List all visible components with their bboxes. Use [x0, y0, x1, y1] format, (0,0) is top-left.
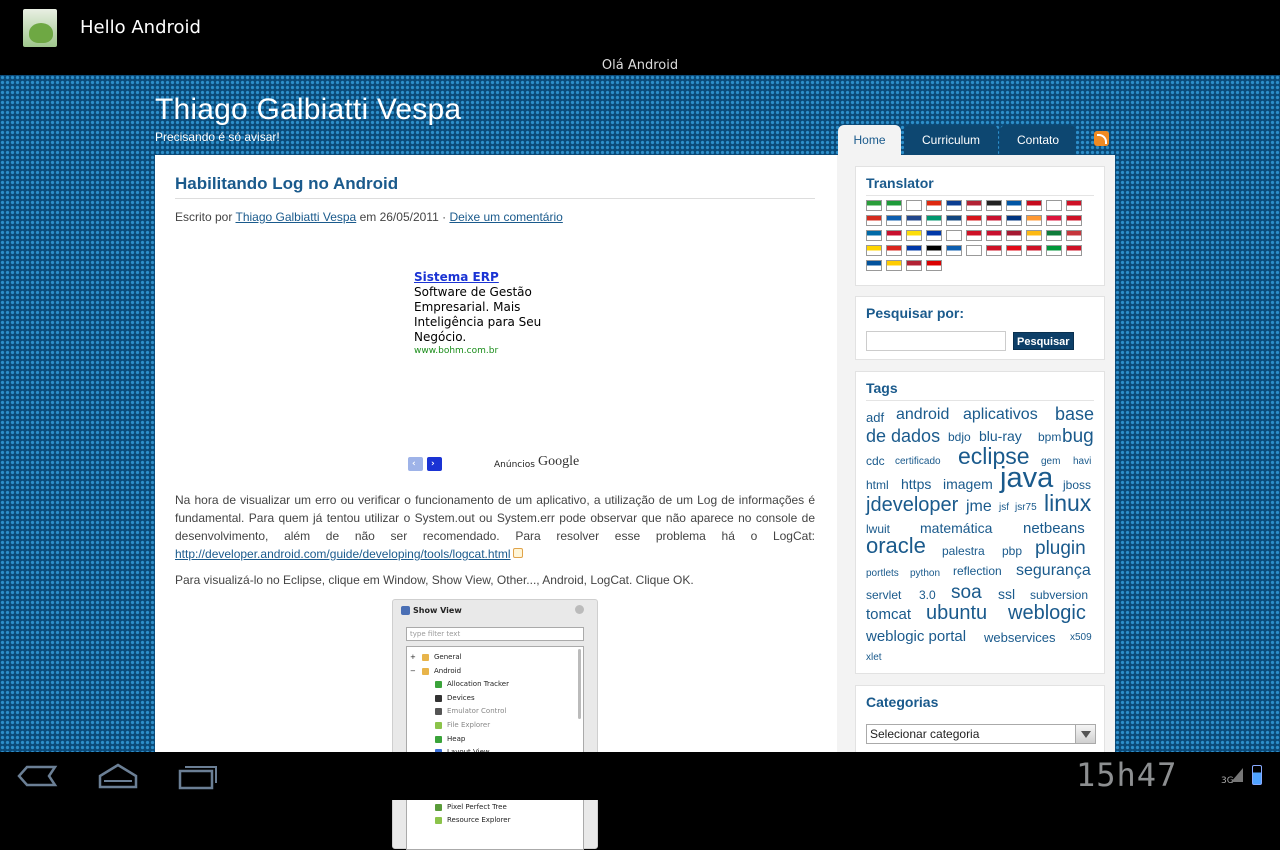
view-icon: [435, 804, 442, 811]
flag-icon[interactable]: [926, 230, 942, 241]
tag-link[interactable]: adf: [866, 410, 885, 425]
ad-label[interactable]: Anúncios: [494, 460, 535, 470]
flag-icon[interactable]: [886, 245, 902, 256]
tags-widget: [855, 371, 1105, 674]
tree-item-label: Resource Explorer: [447, 816, 511, 825]
comment-link[interactable]: Deixe um comentário: [449, 210, 563, 224]
tree-item: [407, 651, 577, 664]
system-bar: [0, 752, 1280, 800]
post-meta: [175, 210, 563, 224]
tag-link[interactable]: de dados: [866, 426, 941, 446]
tag-link[interactable]: ssl: [998, 586, 1016, 602]
flag-icon[interactable]: [906, 215, 922, 226]
ad-title[interactable]: Sistema ERP: [414, 270, 499, 284]
tag-link[interactable]: bdjo: [948, 430, 971, 444]
chevron-left-icon: ‹: [412, 459, 416, 469]
tag-link[interactable]: https: [901, 476, 932, 492]
search-title: Pesquisar por:: [866, 305, 965, 321]
tag-link[interactable]: 3.0: [919, 588, 936, 602]
tag-link[interactable]: jme: [966, 498, 992, 515]
back-icon[interactable]: [15, 762, 59, 790]
folder-icon: [422, 668, 429, 675]
tree-toggle-icon: +: [410, 653, 416, 661]
tree-item: [407, 665, 577, 678]
ad-block[interactable]: [414, 270, 604, 356]
flag-icon[interactable]: [926, 245, 942, 256]
recent-apps-icon[interactable]: [176, 762, 220, 790]
flag-icon[interactable]: [906, 200, 922, 211]
view-icon: [435, 817, 442, 824]
flag-icon[interactable]: [986, 230, 1002, 241]
tree-item: [407, 719, 577, 732]
post-paragraph-2: Para visualizá-lo no Eclipse, clique em Window, Show View, Other..., Android, LogCat. Clique OK.: [175, 573, 694, 587]
tag-link[interactable]: portlets: [866, 568, 899, 579]
tree-scrollbar: [578, 649, 581, 719]
close-icon: [575, 605, 584, 614]
flag-icon[interactable]: [1026, 200, 1042, 211]
post-paragraph-1: [175, 491, 815, 563]
view-icon: [435, 708, 442, 715]
paragraph-text: Na hora de visualizar um erro ou verificar o funcionamento de um aplicativo, a utilização de um Log de informações é fundamental. Para quem já tentou utilizar o System.out ou System.err pode observar que não aparece no console de desenvolvimento, além de não ser recomendado. Para resolver esse problema há o LogCat:: [175, 493, 815, 543]
flag-icon[interactable]: [986, 200, 1002, 211]
ad-line: Negócio.: [414, 330, 467, 344]
post-title-divider: [175, 198, 815, 199]
ad-text: [414, 285, 604, 345]
android-app-icon[interactable]: [23, 9, 57, 47]
widget-divider: [866, 195, 1094, 196]
tag-link[interactable]: havi: [1073, 456, 1092, 467]
ad-line: Empresarial. Mais: [414, 300, 521, 314]
meta-prefix: Escrito por: [175, 210, 233, 224]
tag-link[interactable]: segurança: [1016, 562, 1091, 579]
translator-widget: [855, 166, 1105, 286]
flag-icon[interactable]: [966, 215, 982, 226]
flag-icon[interactable]: [1046, 230, 1062, 241]
flag-icon[interactable]: [1066, 200, 1082, 211]
tag-link[interactable]: palestra: [942, 544, 985, 558]
widget-divider: [866, 400, 1094, 401]
tag-link[interactable]: imagem: [943, 476, 993, 492]
tag-link[interactable]: plugin: [1035, 538, 1086, 559]
flag-icon[interactable]: [966, 245, 982, 256]
blog-title[interactable]: Thiago Galbiatti Vespa: [155, 93, 462, 126]
tag-link[interactable]: android: [896, 406, 950, 423]
flag-icon[interactable]: [886, 200, 902, 211]
tree-toggle-icon: −: [410, 666, 416, 675]
blog-tagline: Precisando é só avisar!: [155, 130, 280, 144]
search-button[interactable]: Pesquisar: [1013, 332, 1074, 350]
tag-link[interactable]: jsf: [999, 502, 1009, 513]
categories-title: Categorias: [866, 694, 939, 710]
flag-icon[interactable]: [866, 230, 882, 241]
flag-icon[interactable]: [926, 215, 942, 226]
flag-icon[interactable]: [946, 215, 962, 226]
category-select[interactable]: [866, 724, 1096, 744]
flag-icon[interactable]: [946, 230, 962, 241]
tree-item: [407, 692, 577, 705]
flag-icon[interactable]: [906, 245, 922, 256]
tag-link[interactable]: netbeans: [1023, 520, 1085, 537]
tag-link[interactable]: python: [910, 568, 941, 579]
translator-title: Translator: [866, 175, 934, 191]
flag-icon[interactable]: [1066, 245, 1082, 256]
google-logo[interactable]: Google: [538, 454, 580, 469]
show-view-title-text: Show View: [413, 606, 462, 615]
chevron-right-icon: ›: [431, 459, 435, 469]
flag-icon[interactable]: [1046, 200, 1062, 211]
eclipse-view-icon: [401, 606, 410, 615]
flag-icon[interactable]: [1046, 215, 1062, 226]
tag-link[interactable]: matemática: [920, 520, 993, 536]
tag-link[interactable]: pbp: [1002, 544, 1023, 558]
nav-tab-home[interactable]: Home: [838, 125, 901, 155]
flag-icon[interactable]: [1046, 245, 1062, 256]
flag-icon[interactable]: [906, 260, 922, 271]
meta-date: em 26/05/2011 ·: [359, 210, 447, 224]
tag-link[interactable]: weblogic portal: [866, 628, 967, 645]
flag-icon[interactable]: [886, 260, 902, 271]
tree-item: [407, 678, 577, 691]
tag-link[interactable]: jsr75: [1015, 502, 1037, 513]
tree-item-label: File Explorer: [447, 721, 491, 729]
network-type: 3G: [1221, 776, 1234, 786]
tree-item-label: Devices: [447, 693, 475, 702]
flag-icon[interactable]: [1006, 230, 1022, 241]
tag-link[interactable]: base: [1055, 404, 1095, 424]
flag-icon[interactable]: [1006, 245, 1022, 256]
folder-icon: [422, 654, 429, 661]
clock[interactable]: 15h47: [1076, 756, 1178, 794]
tag-link[interactable]: xlet: [866, 652, 882, 663]
battery-icon: [1252, 765, 1262, 785]
flag-icon[interactable]: [866, 215, 882, 226]
search-input[interactable]: [866, 331, 1006, 351]
tag-link[interactable]: linux: [1044, 490, 1092, 516]
flag-icon[interactable]: [1006, 200, 1022, 211]
tag-link[interactable]: bpm: [1038, 430, 1062, 444]
flag-icon[interactable]: [1066, 215, 1082, 226]
logcat-doc-link[interactable]: http://developer.android.com/guide/developing/tools/logcat.html: [175, 547, 511, 561]
nav-tab-contato[interactable]: Contato: [1000, 125, 1076, 155]
content-container: [155, 155, 1115, 825]
show-view-screenshot: [392, 599, 598, 849]
tag-link[interactable]: weblogic: [1008, 602, 1086, 624]
tag-link[interactable]: cdc: [866, 454, 885, 468]
tree-item-label: Android: [434, 666, 462, 675]
flag-icon[interactable]: [866, 260, 882, 271]
tag-link[interactable]: soa: [951, 582, 982, 603]
chevron-down-icon: [1075, 725, 1095, 743]
flag-icon[interactable]: [886, 215, 902, 226]
flag-icon[interactable]: [986, 215, 1002, 226]
tag-link[interactable]: ubuntu: [926, 602, 988, 624]
action-bar: [0, 0, 1280, 57]
tag-link[interactable]: certificado: [895, 456, 941, 467]
rss-icon[interactable]: [1094, 131, 1109, 146]
tag-link[interactable]: jboss: [1063, 478, 1092, 492]
flag-icon[interactable]: [1066, 230, 1082, 241]
category-select-value: Selecionar categoria: [870, 727, 980, 741]
tag-link[interactable]: lwuit: [866, 522, 891, 536]
tree-item: [407, 814, 577, 827]
external-link-icon: [513, 548, 523, 558]
flag-icon[interactable]: [946, 200, 962, 211]
tag-link[interactable]: gem: [1041, 456, 1061, 467]
flag-icon[interactable]: [966, 230, 982, 241]
flag-icon[interactable]: [886, 230, 902, 241]
flag-icon[interactable]: [926, 260, 942, 271]
tag-link[interactable]: jdeveloper: [866, 494, 959, 516]
tag-link[interactable]: html: [866, 478, 889, 492]
flag-icon[interactable]: [906, 230, 922, 241]
post-title[interactable]: Habilitando Log no Android: [175, 174, 399, 193]
tree-item-label: Emulator Control: [447, 707, 507, 716]
tree-item-label: Allocation Tracker: [447, 680, 509, 689]
tag-link[interactable]: subversion: [1030, 588, 1089, 602]
tag-link[interactable]: x509: [1070, 632, 1092, 643]
search-widget: [855, 296, 1105, 360]
tag-link[interactable]: reflection: [953, 564, 1002, 578]
ad-line: Inteligência para Seu: [414, 315, 542, 329]
tree-item: [407, 801, 577, 814]
view-icon: [435, 736, 442, 743]
tag-link[interactable]: tomcat: [866, 606, 912, 623]
tag-link[interactable]: aplicativos: [963, 406, 1038, 423]
view-icon: [435, 695, 442, 702]
signal-icon: [1231, 768, 1243, 782]
tree-item: [407, 705, 577, 718]
flag-icon[interactable]: [1026, 215, 1042, 226]
web-page-title: Olá Android: [0, 57, 1280, 75]
view-icon: [435, 722, 442, 729]
author-link[interactable]: Thiago Galbiatti Vespa: [235, 210, 357, 224]
flag-icon[interactable]: [866, 200, 882, 211]
tag-link[interactable]: servlet: [866, 588, 902, 602]
ad-url[interactable]: www.bohm.com.br: [414, 346, 499, 356]
tags-title: Tags: [866, 380, 898, 396]
flag-icon[interactable]: [926, 200, 942, 211]
flag-icon[interactable]: [966, 200, 982, 211]
tag-link[interactable]: java: [1000, 462, 1054, 494]
ad-line: Software de Gestão: [414, 285, 532, 299]
tree-item-label: Heap: [447, 734, 466, 743]
ad-next-button[interactable]: [427, 457, 442, 471]
tag-link[interactable]: oracle: [866, 533, 926, 558]
post: [155, 155, 837, 825]
tree-item-label: General: [434, 653, 462, 661]
tree-item: [407, 733, 577, 746]
tag-link[interactable]: eclipse: [958, 443, 1030, 469]
filter-field: type filter text: [406, 627, 584, 641]
tag-link[interactable]: bug: [1062, 426, 1094, 447]
flag-icon[interactable]: [946, 245, 962, 256]
tree-item-label: Pixel Perfect Tree: [447, 802, 507, 811]
app-title: Hello Android: [80, 17, 201, 38]
flag-icon[interactable]: [986, 245, 1002, 256]
view-icon: [435, 681, 442, 688]
flag-icon[interactable]: [866, 245, 882, 256]
flag-icon[interactable]: [1026, 245, 1042, 256]
flag-icon[interactable]: [1026, 230, 1042, 241]
flag-icon[interactable]: [1006, 215, 1022, 226]
view-tree: [406, 646, 584, 850]
tag-link[interactable]: webservices: [984, 630, 1056, 645]
ad-prev-button[interactable]: [408, 457, 423, 471]
tag-link[interactable]: blu-ray: [979, 428, 1022, 444]
nav-tab-curriculum[interactable]: Curriculum: [904, 125, 998, 155]
home-icon[interactable]: [96, 762, 140, 790]
